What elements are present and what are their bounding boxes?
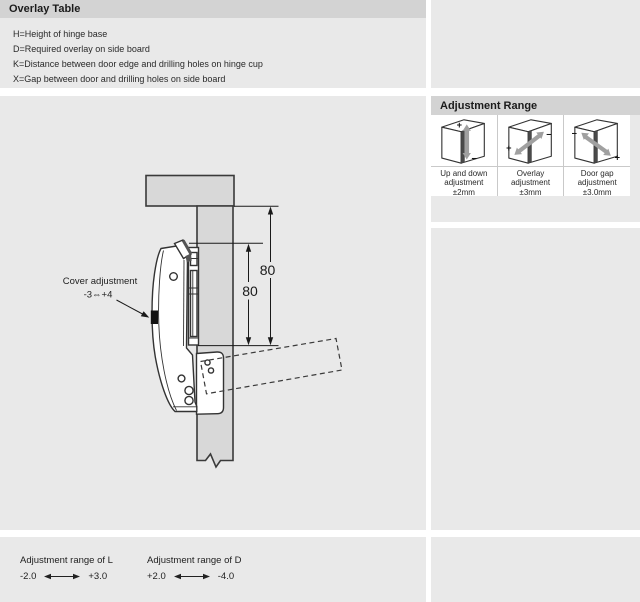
range-l-from: -2.0 — [20, 571, 37, 582]
legend-line-k: K=Distance between door edge and drilling holes on hinge cup — [13, 59, 263, 69]
range-l-to: +3.0 — [88, 571, 108, 582]
range-d-from: +2.0 — [147, 571, 166, 582]
minus-sign: − — [545, 128, 552, 139]
adjustment-range-l — [20, 555, 113, 582]
cover-adjustment-range: -3⇔+4 — [83, 289, 113, 301]
arm-screw-hole — [185, 396, 193, 404]
overlay-table-header — [0, 0, 426, 18]
dim-label-inner: 80 — [242, 283, 258, 299]
plus-sign: + — [614, 151, 621, 162]
cup-screw-hole — [208, 368, 213, 373]
top-panel-shape — [146, 176, 234, 207]
cover-adjustment-callout — [63, 276, 150, 318]
legend-line-x: X=Gap between door and drilling holes on side board — [13, 74, 226, 84]
right-panel-divider — [431, 222, 640, 228]
plus-sign: + — [505, 142, 512, 153]
legend — [0, 18, 426, 87]
range-d-title: Adjustment range of D — [147, 555, 242, 566]
minus-sign: − — [571, 127, 578, 138]
adjustment-cells — [431, 115, 630, 196]
plus-sign: + — [456, 119, 462, 130]
arm-screw-hole — [185, 386, 193, 394]
callout-arrow-line — [117, 300, 144, 315]
double-arrow-icon — [43, 572, 81, 581]
door-gap-adjustment-label: Door gap adjustment ±3.0mm — [564, 166, 630, 196]
overlay-table-panel — [0, 0, 426, 88]
door-gap-adjustment-icon — [569, 117, 625, 165]
cover-adjustment-label: Cover adjustment — [62, 276, 138, 287]
adjustment-range-panel — [431, 96, 640, 530]
adjustment-cell-up-down — [431, 115, 497, 196]
up-down-adjustment-icon — [436, 117, 492, 165]
legend-line-d: D=Required overlay on side board — [13, 44, 150, 54]
up-down-adjustment-label: Up and down adjustment ±2mm — [431, 166, 497, 196]
dim-label-outer: 80 — [259, 262, 276, 278]
adjustment-cell-door-gap — [563, 115, 630, 196]
callout-arrow-head — [141, 311, 150, 317]
side-board-shape — [197, 206, 233, 467]
cup-screw-hole — [205, 360, 210, 365]
overlay-adjustment-label: Overlay adjustment ±3mm — [498, 166, 564, 196]
diagram-panel — [0, 96, 426, 530]
overlay-table-title: Overlay Table — [9, 3, 81, 15]
mounting-plate — [189, 248, 199, 346]
dimension-inner — [242, 244, 258, 345]
range-d-to: -4.0 — [217, 571, 235, 582]
top-right-panel — [431, 0, 640, 88]
legend-line-h: H=Height of hinge base — [13, 29, 108, 39]
double-arrow-icon — [173, 572, 211, 581]
hinge-diagram — [0, 96, 426, 530]
adjustment-range-header — [431, 96, 640, 115]
dimension-outer — [260, 207, 276, 346]
bottom-right-panel — [431, 537, 640, 602]
adjustment-cell-overlay — [497, 115, 564, 196]
cover-adjustment-screw — [151, 311, 158, 325]
minus-sign: − — [471, 152, 477, 163]
overlay-adjustment-icon — [503, 117, 559, 165]
arm-screw-hole — [170, 273, 178, 281]
footer-panel — [0, 537, 426, 602]
adjustment-range-title: Adjustment Range — [440, 99, 538, 112]
range-l-title: Adjustment range of L — [20, 555, 113, 566]
arm-screw-hole — [178, 375, 185, 382]
adjustment-range-d — [147, 555, 242, 582]
